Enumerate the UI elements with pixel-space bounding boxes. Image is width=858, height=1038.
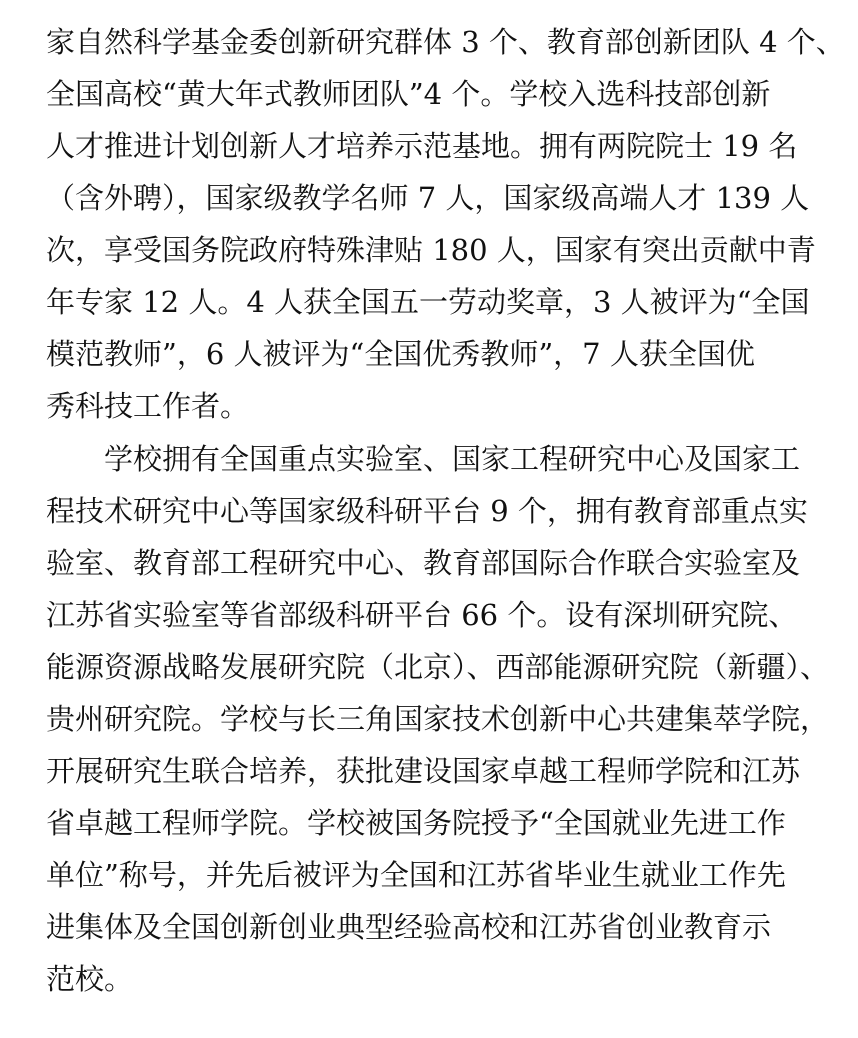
text-line: 全国高校“黄大年式教师团队”4 个。学校入选科技部创新 <box>46 77 771 111</box>
text-line: 秀科技工作者。 <box>46 389 250 423</box>
text-line: 次，享受国务院政府特殊津贴 180 人，国家有突出贡献中青 <box>46 233 816 267</box>
text-line: 模范教师”，6 人被评为“全国优秀教师”，7 人获全国优 <box>46 337 755 371</box>
text-line: 单位”称号，并先后被评为全国和江苏省毕业生就业工作先 <box>46 858 786 892</box>
text-line: 验室、教育部工程研究中心、教育部国际合作联合实验室及 <box>46 546 801 580</box>
text-line: 年专家 12 人。4 人获全国五一劳动奖章，3 人被评为“全国 <box>46 285 810 319</box>
text-line: 家自然科学基金委创新研究群体 3 个、教育部创新团队 4 个、 <box>46 25 845 59</box>
text-line: 人才推进计划创新人才培养示范基地。拥有两院院士 19 名 <box>46 129 798 163</box>
text-line: 进集体及全国创新创业典型经验高校和江苏省创业教育示 <box>46 910 772 944</box>
text-line: 江苏省实验室等省部级科研平台 66 个。设有深圳研究院、 <box>46 598 798 632</box>
text-line: 学校拥有全国重点实验室、国家工程研究中心及国家工 <box>104 442 801 476</box>
text-line: 能源资源战略发展研究院（北京）、西部能源研究院（新疆）、 <box>46 650 830 684</box>
text-line: （含外聘），国家级教学名师 7 人，国家级高端人才 139 人 <box>46 181 810 215</box>
text-line: 程技术研究中心等国家级科研平台 9 个，拥有教育部重点实 <box>46 494 808 528</box>
text-line: 省卓越工程师学院。学校被国务院授予“全国就业先进工作 <box>46 806 786 840</box>
text-line: 范校。 <box>46 962 134 996</box>
text-line: 开展研究生联合培养，获批建设国家卓越工程师学院和江苏 <box>46 754 801 788</box>
text-line: 贵州研究院。学校与长三角国家技术创新中心共建集萃学院， <box>46 702 830 736</box>
